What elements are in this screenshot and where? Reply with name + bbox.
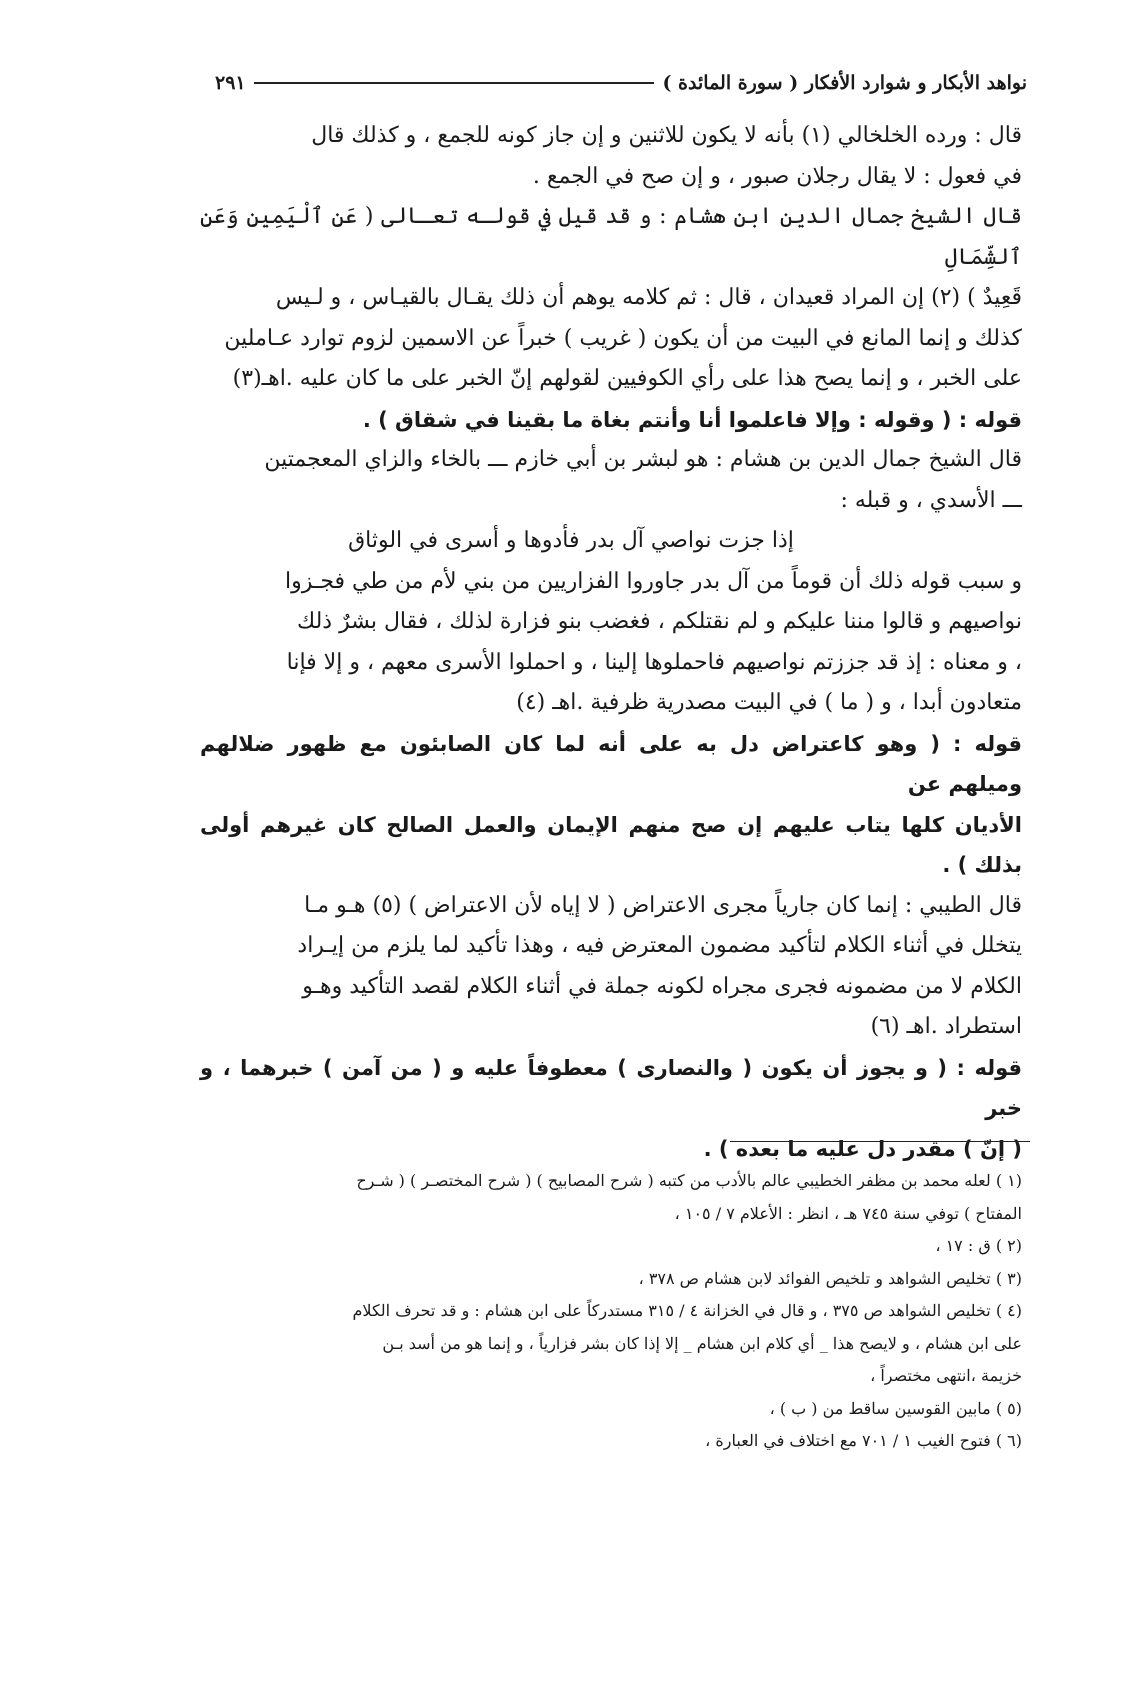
- text-line: قال : ورده الخلخالي (١) بأنه لا يكون للاثنين و إن جاز كونه للجمع ، و كذلك قال: [311, 123, 1022, 148]
- text-line: ، و معناه : إذ قد جززتم نواصيهم فاحملوها إلينا ، و احملوا الأسرى معهم ، و إلا فإنا: [286, 649, 1022, 675]
- text-line: قال الطيبي : إنما كان جارياً مجرى الاعتراض ( لا إياه لأن الاعتراض ) (٥) هـو مـا: [304, 892, 1022, 918]
- text-line: متعادون أبدا ، و ( ما ) في البيت مصدرية ظرفية .اهـ (٤): [516, 690, 1022, 715]
- footnote-line: خزيمة ،انتهى مختصراً ،: [870, 1366, 1022, 1385]
- page-number: ٢٩١: [215, 72, 246, 94]
- footnote-line: (٣ ) تخليص الشواهد و تلخيص الفوائد لابن هشام ص ٣٧٨ ،: [638, 1268, 1022, 1288]
- text-line: استطراد .اهـ (٦): [870, 1014, 1022, 1039]
- text-line: كذلك و إنما المانع في البيت من أن يكون ( غريب ) خبراً عن الاسمين لزوم توارد عـاملين: [224, 325, 1022, 351]
- quoted-lemma-line: قوله : ( وقوله : وإلا فاعلموا أنا وأنتم بغاة ما بقينا في شقاق ) .: [362, 407, 1022, 432]
- footnote-line: (٥ ) مابين القوسين ساقط من ( ب ) ،: [769, 1398, 1022, 1418]
- footnote-separator: [730, 1141, 1030, 1142]
- header-rule: [254, 82, 655, 84]
- text-line: في فعول : لا يقال رجلان صبور ، و إن صح في الجمع .: [532, 163, 1022, 189]
- text-line: ـــ الأسدي ، و قبله :: [840, 487, 1022, 513]
- text-line: قال الشيخ جمال الدين بن هشام : هو لبشر بن أبي خازم ـــ بالخاء والزاي المعجمتين: [264, 447, 1022, 472]
- footnote-line: (٢ ) ق : ١٧ ،: [935, 1236, 1022, 1255]
- main-text: [200, 116, 1022, 1169]
- verse-line: إذا جزت نواصي آل بدر فأدوها و أسرى في الوثاق: [348, 528, 794, 553]
- quoted-lemma-line: قوله : ( و يجوز أن يكون ( والنصارى ) معطوفاً عليه و ( من آمن ) خبرهما ، و خبر: [200, 1055, 1022, 1120]
- text-line: قال الشيخ جمال الدين ابن هشام : و قد قيل في قولـه تعـالى ( عَنِ ٱلْيَمِينِ وَعَنِ ٱلشِّمَالِ: [200, 204, 1022, 270]
- footnote-line: (٤ ) تخليص الشواهد ص ٣٧٥ ، و قال في الخزانة ٤ / ٣١٥ مستدركاً على ابن هشام : و قد تحرف الكلام: [352, 1301, 1022, 1320]
- footnote-line: (٦ ) فتوح الغيب ١ / ٧٠١ مع اختلاف في العبارة ،: [705, 1431, 1022, 1450]
- text-line: نواصيهم و قالوا مننا عليكم و لم نقتلكم ، فغضب بنو فزارة لذلك ، فقال بشرٌ ذلك: [297, 609, 1022, 634]
- text-line: الكلام لا من مضمونه فجرى مجراه لكونه جملة في أثناء الكلام لقصد التأكيد وهـو: [302, 973, 1022, 999]
- quoted-lemma-line: ( إنّ ) مقدر دل عليه ما بعده ) .: [703, 1136, 1022, 1161]
- text-line: و سبب قوله ذلك أن قوماً من آل بدر جاوروا الفزاريين من بني لأم من طي فجـزوا: [285, 568, 1022, 594]
- text-line: قَعِيدٌ ) (٢) إن المراد قعيدان ، قال : ثم كلامه يوهم أن ذلك يقـال بالقيـاس ، و لـيس: [275, 285, 1022, 310]
- quoted-lemma-line: قوله : ( وهو كاعتراض دل به على أنه لما كان الصابئون مع ظهور ضلالهم وميلهم عن: [200, 731, 1022, 796]
- header-title: نواهد الأبكار و شوارد الأفكار ( سورة المائدة ): [662, 72, 1027, 94]
- text-line: على الخبر ، و إنما يصح هذا على رأي الكوفيين لقولهم إنّ الخبر على ما كان عليه .اهـ(٣): [232, 366, 1022, 391]
- footnote-line: المفتاح ) توفي سنة ٧٤٥ هـ ، انظر : الأعلام ٧ / ١٠٥ ،: [674, 1203, 1022, 1223]
- quoted-lemma-line: الأديان كلها يتاب عليهم إن صح منهم الإيمان والعمل الصالح كان غيرهم أولى بذلك ) .: [200, 812, 1022, 877]
- text-line: يتخلل في أثناء الكلام لتأكيد مضمون المعترض فيه ، وهذا تأكيد لما يلزم من إيـراد: [297, 933, 1022, 958]
- footnotes: [200, 1165, 1022, 1458]
- running-header: [215, 68, 1027, 98]
- footnote-line: (١ ) لعله محمد بن مظفر الخطيبي عالم بالأدب من كتبه ( شرح المصابيح ) ( شرح المختصـر ) ( شـرح: [356, 1171, 1022, 1190]
- footnote-line: على ابن هشام ، و لايصح هذا _ أي كلام ابن هشام _ إلا إذا كان بشر فزارياً ، و إنما هو من أسد بـن: [382, 1333, 1022, 1353]
